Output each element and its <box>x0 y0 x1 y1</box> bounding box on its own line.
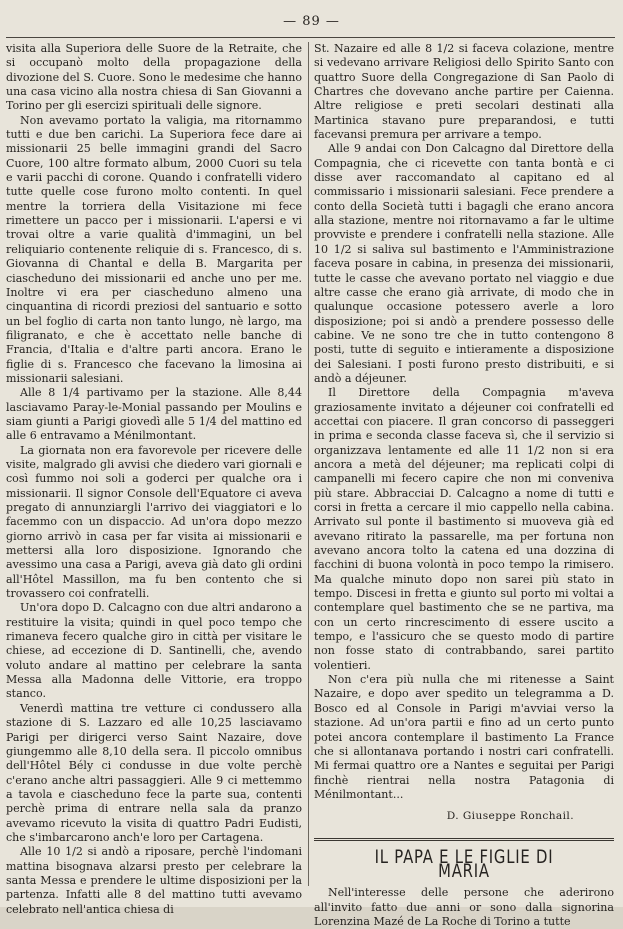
column-separator <box>308 42 309 886</box>
article-first-paragraph: Nell'interesse delle persone che aderirono all'invito fatto due anni or sono dalla signorina Lorenzina Mazé de La Roche di Torino a tutte <box>314 886 614 928</box>
left-paragraph-3: Alle 8 1/4 partivamo per la stazione. Alle 8,44 lasciavamo Paray-le-Monial passando per Moulins e siam giunti a Parigi giovedì alle 5 1/4 del mattino ed alle 6 entravamo a Ménilmontant. <box>6 386 302 443</box>
right-paragraph-4: Non c'era più nulla che mi ritenesse a Saint Nazaire, e dopo aver spedito un telegramma a D. Bosco ed al Console in Parigi m'avviai verso la stazione. Ad un'ora partii e fino ad un certo punto potei ancora contemplare il bastimento La France che si allontanava portando i nostri cari confratelli. Mi fermai quattro ore a Nantes e seguitai per Parigi finchè rientrai nella nostra Patagonia di Ménilmontant... <box>314 673 614 801</box>
right-column <box>314 42 614 929</box>
left-paragraph-1: visita alla Superiora delle Suore de la Retraite, che si occupanò molto della propagazione della divozione del S. Cuore. Sono le medesime che hanno una casa vicino alla nostra chiesa di San Giovanni a Torino per gli esercizi spirituali delle signore. <box>6 42 302 113</box>
left-paragraph-6: Venerdì mattina tre vetture ci condussero alla stazione di S. Lazzaro ed alle 10,25 lasciavamo Parigi per dirigerci verso Saint Nazaire, dove giungemmo alle 8,10 della sera. Il piccolo omnibus dell'Hôtel Bély ci condusse in due volte perchè c'erano anche altri passaggieri. Alle 9 ci mettemmo a tavola e ciascheduno fece la parte sua, contenti perchè prima di entrare nella sala da pranzo avevamo ricevuto la visita di quattro Padri Eudisti, che s'imbarcarono anch'e loro per Cartagena. <box>6 701 302 844</box>
left-paragraph-7: Alle 10 1/2 si andò a riposare, perchè l'indomani mattina bisognava alzarsi presto per celebrare la santa Messa e prendere le ultime disposizioni per la partenza. Infatti alle 8 del mattino tutti avevamo celebrato nell'antica chiesa di <box>6 845 302 916</box>
signature: D. Giuseppe Ronchail. <box>446 810 574 823</box>
right-paragraph-3: Il Direttore della Compagnia m'aveva graziosamente invitato a déjeuner coi confratelli ed accettai con piacere. Il gran concorso di passeggeri in prima e seconda classe faceva sì, che il servizio si organizzava lentamente ed alle 11 1/2 non si era ancora a metà del déjeuner; ma replicati colpi di campanelli mi fecero capire che non mi conveniva più stare. Abbracciai D. Calcagno a nome di tutti e corsi in fretta a cercare il mio cappello nella cabina. Arrivato sul ponte il bastimento si muoveva già ed avevano ritirato la passarelle, ma per fortuna non avevano ancora tolto la catena ed una dozzina di facchini di buona volontà in poco tempo la rimisero. Ma qualche minuto dopo non sarei più stato in tempo. Discesi in fretta e giunto sul porto mi voltai a contemplare quel bastimento che se ne partiva, ma con un certo rincrescimento di essere uscito a tempo, e l'assicuro che se questo modo di partire non fosse stato di contrabbando, sarei partito volentieri. <box>314 386 614 672</box>
left-paragraph-2: Non avevamo portato la valigia, ma ritornammo tutti e due ben carichi. La Superiora fece dare ai missionarii 25 belle immagini grandi del Sacro Cuore, 100 altre formato album, 2000 Cuori su tela e varii pacchi di corone. Quando i confratelli videro tutte quelle cose furono molto contenti. In quel mentre la torriera della Visitazione mi fece rimettere un pacco per i missionarii. L'apersi e vi trovai oltre a varie qualità d'immagini, un bel reliquiario contenente reliquie di s. Francesco, di s. Giovanna di Chantal e della B. Margarita per ciascheduno dei missionarii ed anche uno per me. Inoltre vi era per ciascheduno almeno una cinquantina di ricordi preziosi del santuario e sotto un bel foglio di carta non tanto lungo, nè largo, ma filigranato, e che è accettato nelle banche di Francia, d'Italia e d'altre parti ancora. Erano le figlie di s. Francesco che facevano la limosina ai missionarii salesiani. <box>6 113 302 385</box>
article-title: IL PAPA E LE FIGLIE DI MARIA <box>374 845 554 882</box>
right-paragraph-1: St. Nazaire ed alle 8 1/2 si faceva colazione, mentre si vedevano arrivare Religiosi dello Spirito Santo con quattro Suore della Congregazione di San Paolo di Chartres che dovevano anche partire per Caienna. Altre religiose e preti secolari destinati alla Martinica stavano pure preparandosi, e tutti facevansi premura per arrivare a tempo. <box>314 42 614 142</box>
right-paragraph-2: Alle 9 andai con Don Calcagno dal Direttore della Compagnia, che ci ricevette con tanta bontà e ci disse aver raccomandato al capitano ed al commissario i missionarii salesiani. Fece prendere a conto della Società tutti i bagagli che erano ancora alla stazione, mentre noi ritornavamo a far le ultime provviste e prendere i confratelli nella stazione. Alle 10 1/2 si saliva sul bastimento e l'Amministrazione faceva posare in cabina, in presenza dei missionarii, tutte le casse che avevano portato nel viaggio e due altre casse che erano già arrivate, di modo che in qualunque occasione potessero averle a loro disposizione; poi si andò a prendere possesso delle cabine. Ve ne sono tre che in tutto contengono 8 posti, tutte di seguito e intieramente a disposizione dei Salesiani. I posti furono presto distribuiti, e si andò a déjeuner. <box>314 142 614 385</box>
section-divider <box>314 838 614 844</box>
left-paragraph-5: Un'ora dopo D. Calcagno con due altri andarono a restituire la visita; quindi in quel poco tempo che rimaneva fecero qualche giro in città per visitare le chiese, ad eccezione di D. Santinelli, che, avendo voluto andare al mattino per celebrare la santa Messa alla Madonna delle Vittorie, era troppo stanco. <box>6 601 302 701</box>
page-number: — 89 — <box>283 14 340 29</box>
left-paragraph-4: La giornata non era favorevole per ricevere delle visite, malgrado gli avvisi che diedero vari giornali e così fummo noi soli a goderci per qualche ora i missionarii. Il signor Console dell'Equatore ci aveva pregato di annunziargli l'arrivo dei viaggiatori e lo facemmo con un dispaccio. Ad un'ora dopo mezzo giorno arrivò in casa per far visita ai missionarii e mettersi alla loro disposizione. Ignorando che avessimo una casa a Parigi, aveva già dato gli ordini all'Hôtel Massillon, ma fu ben contento che si trovassero coi confratelli. <box>6 443 302 601</box>
header-rule <box>6 37 615 38</box>
left-column <box>6 42 302 917</box>
